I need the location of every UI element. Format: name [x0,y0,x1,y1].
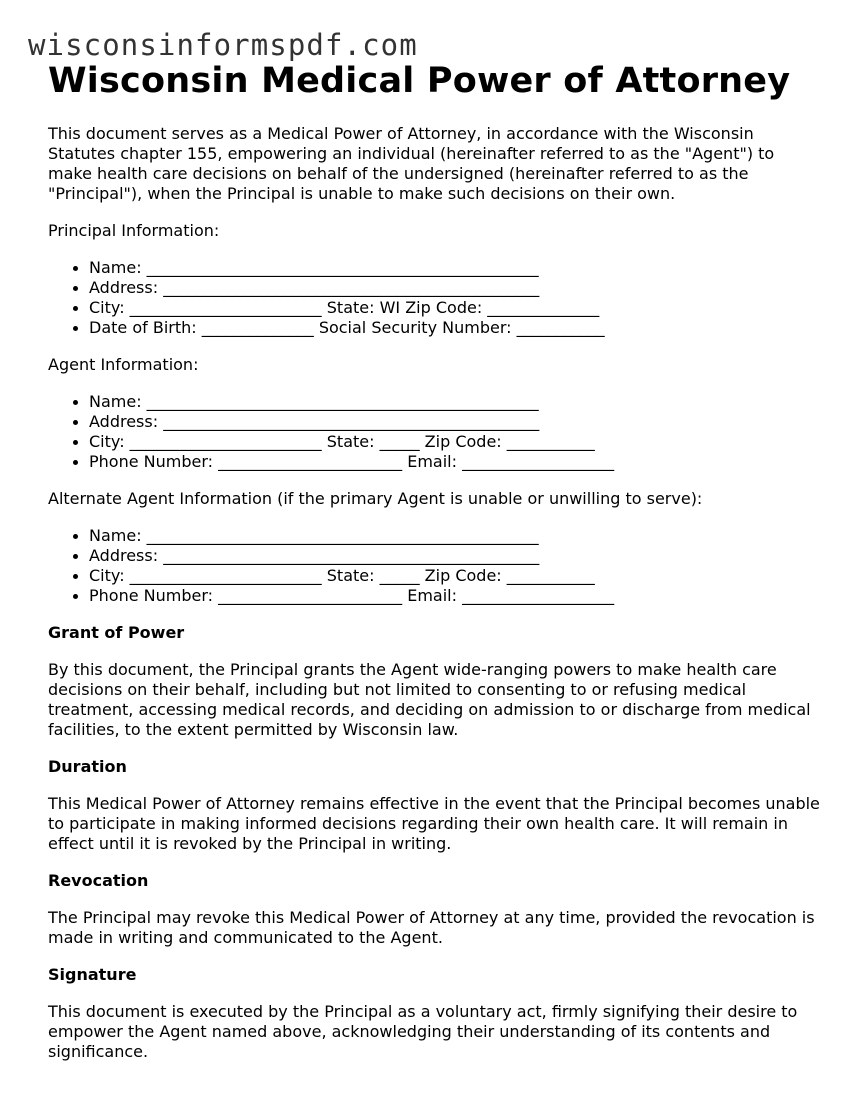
principal-address-field[interactable]: Address: _______________________________________________ [48,278,820,298]
agent-address-field[interactable]: Address: _______________________________________________ [48,412,820,432]
document-body [48,60,820,1062]
principal-city-state-zip-field[interactable]: City: ________________________ State: WI Zip Code: ______________ [48,298,820,318]
signature-heading: Signature [48,965,137,984]
alternate-agent-phone-email-field[interactable]: Phone Number: _______________________ Email: ___________________ [48,586,820,606]
alternate-agent-info-list [48,526,820,606]
agent-phone-email-field[interactable]: Phone Number: _______________________ Email: ___________________ [48,452,820,472]
alternate-agent-city-state-zip-field[interactable]: City: ________________________ State: _____ Zip Code: ___________ [48,566,820,586]
principal-info-list [48,258,820,338]
alternate-agent-info-label: Alternate Agent Information (if the primary Agent is unable or unwilling to serve): [48,489,703,508]
principal-info-label: Principal Information: [48,221,220,240]
duration-heading: Duration [48,757,127,776]
duration-text: This Medical Power of Attorney remains effective in the event that the Principal becomes unable to participate in making informed decisions regarding their own health care. It will remain in effect until it is revoked by the Principal in writing. [48,794,820,853]
principal-name-field[interactable]: Name: _________________________________________________ [48,258,820,278]
site-watermark: wisconsinformspdf.com [28,28,418,62]
revocation-text: The Principal may revoke this Medical Power of Attorney at any time, provided the revocation is made in writing and communicated to the Agent. [48,908,815,947]
document-title: Wisconsin Medical Power of Attorney [48,61,791,101]
principal-dob-ssn-field[interactable]: Date of Birth: ______________ Social Security Number: ___________ [48,318,820,338]
alternate-agent-name-field[interactable]: Name: _________________________________________________ [48,526,820,546]
signature-text: This document is executed by the Principal as a voluntary act, firmly signifying their desire to empower the Agent named above, acknowledging their understanding of its contents and significance. [48,1002,798,1061]
revocation-heading: Revocation [48,871,149,890]
intro-paragraph: This document serves as a Medical Power of Attorney, in accordance with the Wisconsin Statutes chapter 155, empowering an individual (hereinafter referred to as the "Agent") to make health care decisions on behalf of the undersigned (hereinafter referred to as the "Principal"), when the Principal is unable to make such decisions on their own. [48,124,775,203]
grant-of-power-heading: Grant of Power [48,623,185,642]
agent-info-list [48,392,820,472]
alternate-agent-address-field[interactable]: Address: _______________________________________________ [48,546,820,566]
grant-of-power-text: By this document, the Principal grants the Agent wide-ranging powers to make health care decisions on their behalf, including but not limited to consenting to or refusing medical treatment, accessing medical records, and deciding on admission to or discharge from medical facilities, to the extent permitted by Wisconsin law. [48,660,811,739]
agent-city-state-zip-field[interactable]: City: ________________________ State: _____ Zip Code: ___________ [48,432,820,452]
agent-info-label: Agent Information: [48,355,199,374]
agent-name-field[interactable]: Name: _________________________________________________ [48,392,820,412]
